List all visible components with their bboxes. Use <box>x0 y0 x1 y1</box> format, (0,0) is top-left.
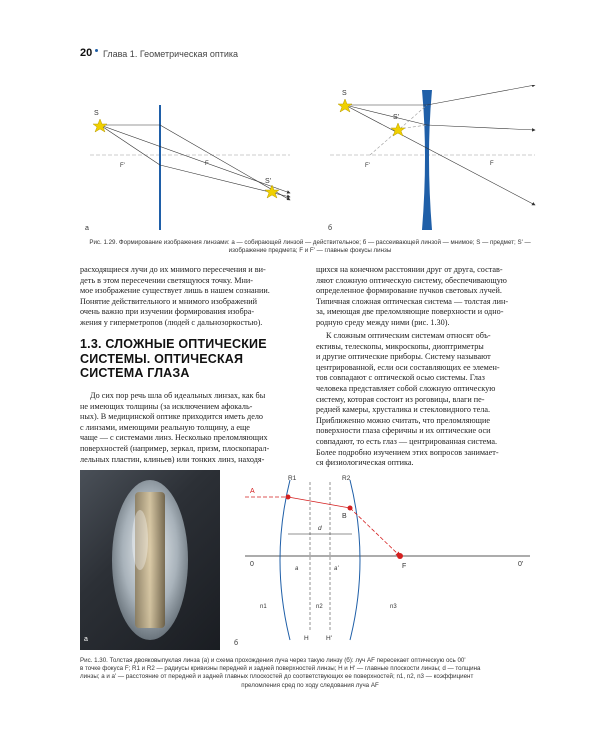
header-dot <box>95 49 98 52</box>
chapter-title: Глава 1. Геометрическая оптика <box>103 49 239 59</box>
label-Sprime-a: S' <box>265 178 272 185</box>
label-panel-a: а <box>85 225 89 232</box>
label-panel-b-diagram: б <box>234 640 239 647</box>
label-B: B <box>342 513 347 520</box>
figure-1-30-diagram <box>230 470 540 650</box>
section-heading: 1.3. СЛОЖНЫЕ ОПТИЧЕСКИЕ СИСТЕМЫ. ОПТИЧЕСКАЯ СИСТЕМА ГЛАЗА <box>80 337 267 380</box>
star-image-b <box>391 123 405 136</box>
label-F: F <box>402 563 407 570</box>
label-Fprime-b: F' <box>365 163 370 169</box>
label-Hprime: H' <box>326 635 332 642</box>
point-A-entry <box>286 495 291 500</box>
label-n3: n3 <box>390 604 397 610</box>
figure-1-29 <box>80 85 540 235</box>
diverging-lens <box>422 90 432 230</box>
label-R1: R1 <box>288 475 297 482</box>
focus-point-F <box>397 553 403 559</box>
left-paragraph-2: До сих пор речь шла об идеальных линзах, как бы не имеющих толщины (за исключением афокаль- ных). В медицинской оптике приходится иметь дело с линзами, имеющими реальную толщину, а еще чаще — с системами линз. Несколько преломляющих поверхностей (например, зеркал, призм, плоскопарал- лельных пластин, клиньев) или тонких линз, находя- <box>80 391 270 464</box>
label-n2: n2 <box>316 604 323 610</box>
label-F-b: F <box>490 161 494 167</box>
label-S-b: S <box>342 90 347 97</box>
thick-lens-photo <box>80 470 220 650</box>
label-d: d <box>318 525 322 532</box>
label-zero: 0 <box>250 561 254 568</box>
label-Sprime-b: S' <box>393 114 400 121</box>
right-paragraph-2: К сложным оптическим системам относят объ- ективы, телескопы, микроскопы, диоптриметры и другие оптические приборы. Систему называют центрированной, если оси составляющих ее элемен- тов совпадают с оптической осью системы. Глаз человека представляет собой сложную оптическую систему, которая состоит из роговицы, влаги пе- редней камеры, хрусталика и стекловидного тела. Приближенно можно считать, что преломляющие поверхности глаза сферичны и их оптические оси совпадают, то есть глаз — центрированная система. Более подробно изучением этих вопросов занимает- ся физиологическая оптика. <box>316 331 500 468</box>
label-S-a: S <box>94 110 99 117</box>
label-F-a: F <box>205 161 209 167</box>
label-panel-a-photo: а <box>84 636 88 643</box>
figure-1-30-caption: Рис. 1.30. Толстая двояковыпуклая линза (а) и схема прохождения луча через такую линзу (б): луч AF пересекает оптическую ось 00' в точке фокуса F; R1 и R2 — радиусы кривизны передней и задней поверхностей линзы; H и H' — главные плоскости линзы; d — толщина линзы; a и a' — расстояние от передней и задней главных плоскостей до соответствующих ее поверхностей; n1, n2, n3 — коэффициент преломления сред по ходу следования луча AF <box>80 657 481 689</box>
label-aprime: a' <box>334 566 339 572</box>
point-B-exit <box>348 506 353 511</box>
label-panel-b: б <box>328 225 333 232</box>
ray-inside <box>288 497 350 508</box>
ray-refracted <box>350 508 400 556</box>
label-H: H <box>304 635 309 642</box>
star-object-b <box>338 99 352 112</box>
lens-back-surface <box>350 480 360 640</box>
label-zero-prime: 0' <box>518 561 524 568</box>
label-A: A <box>250 488 255 495</box>
label-Fprime-a: F' <box>120 163 125 169</box>
left-top-paragraph: расходящиеся лучи до их мнимого пересечения и ви- деть в этом пересечении светящуюся точку. Мни- мое изображение существует лишь в нашем сознании. Понятие действительного и мнимого изображений очень важно при изучении формирования изобра- жения у гиперметропов (людей с дальнозоркостью). <box>80 265 270 327</box>
label-n1: n1 <box>260 604 267 610</box>
label-R2: R2 <box>342 475 351 482</box>
star-object-a <box>93 119 107 132</box>
page-number: 20 <box>80 47 93 59</box>
lens-front-surface <box>280 480 290 640</box>
right-paragraph-1: щихся на конечном расстоянии друг от друга, состав- ляют сложную оптическую систему, обеспечивающую определенное формирование пучков световых лучей. Типичная сложная оптическая система — толстая лин- за, имеющая две преломляющие поверхности и одно- родную среду между ними (рис. 1.30). <box>316 265 509 327</box>
figure-1-29-caption: Рис. 1.29. Формирование изображения линзами: а — собирающей линзой — действительное; б — рассеивающей линзой — мнимое; S — предмет; S' — изображение предмета; F и F' — главные фокусы линзы <box>89 239 531 255</box>
label-a: a <box>295 566 299 572</box>
